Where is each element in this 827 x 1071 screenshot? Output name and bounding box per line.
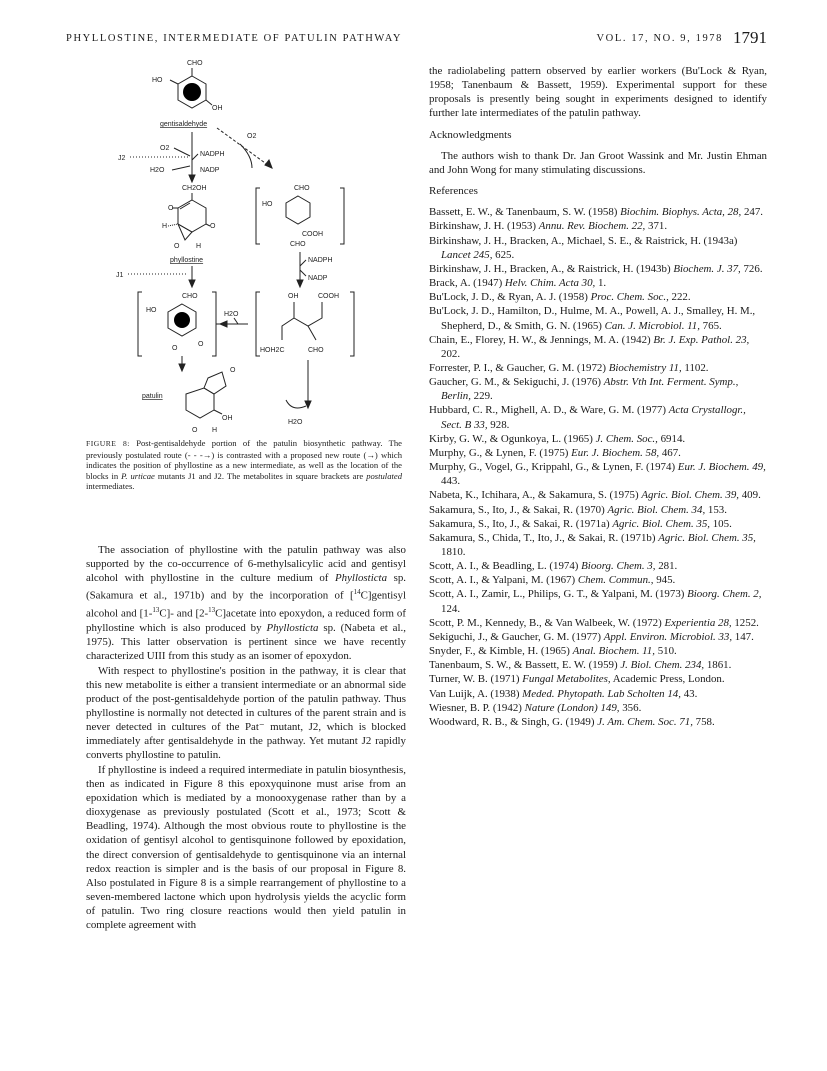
reference-entry: Chain, E., Florey, H. W., & Jennings, M. A. (1942) Br. J. Exp. Pathol. 23, 202. bbox=[429, 333, 750, 360]
reference-entry: Hubbard, C. R., Mighell, A. D., & Ware, G. M. (1977) Acta Crystallogr., Sect. B 33, 928. bbox=[429, 404, 746, 431]
label-gentisaldehyde: gentisaldehyde bbox=[160, 121, 208, 128]
label-o-ring: O bbox=[210, 223, 216, 230]
label-cho-b2: CHO bbox=[182, 293, 198, 300]
label-cho-b3: CHO bbox=[308, 347, 324, 354]
right-column bbox=[429, 64, 767, 729]
label-o-patulin-b: O bbox=[192, 427, 198, 434]
label-o-b2a: O bbox=[172, 345, 178, 352]
reference-entry: Turner, W. B. (1971) Fungal Metabolites, Academic Press, London. bbox=[429, 673, 725, 686]
acknowledgments-heading: Acknowledgments bbox=[429, 128, 512, 141]
running-header bbox=[66, 28, 767, 51]
reference-entry: Tanenbaum, S. W., & Bassett, E. W. (1959) J. Biol. Chem. 234, 1861. bbox=[429, 659, 732, 672]
reference-entry: Murphy, G., & Lynen, F. (1975) Eur. J. Biochem. 58, 467. bbox=[429, 446, 681, 459]
page-number: 1791 bbox=[733, 28, 767, 47]
reference-entry: Scott, P. M., Kennedy, B., & Van Walbeek, W. (1972) Experientia 28, 1252. bbox=[429, 616, 759, 629]
label-cho: CHO bbox=[187, 60, 203, 67]
label-cho-b1-bottom: CHO bbox=[290, 241, 306, 248]
label-oh-b3: OH bbox=[288, 293, 299, 300]
caption-organism: P. urticae bbox=[121, 470, 155, 481]
running-title: PHYLLOSTINE, INTERMEDIATE OF PATULIN PATHWAY bbox=[66, 33, 403, 44]
label-o-patulin: O bbox=[230, 367, 236, 374]
reference-entry: Sakamura, S., Ito, J., & Sakai, R. (1970) Agric. Biol. Chem. 34, 153. bbox=[429, 503, 727, 516]
caption-postulated: postulated bbox=[366, 470, 402, 481]
reference-entry: Sakamura, S., Chida, T., Ito, J., & Sakai, R. (1971b) Agric. Biol. Chem. 35, 1810. bbox=[429, 531, 756, 558]
reference-entry: Snyder, F., & Kimble, H. (1965) Anal. Biochem. 11, 510. bbox=[429, 645, 677, 658]
reference-entry: Woodward, R. B., & Singh, G. (1949) J. Am. Chem. Soc. 71, 758. bbox=[429, 715, 715, 728]
label-ch2oh: CH2OH bbox=[182, 185, 207, 192]
label-j1: J1 bbox=[116, 272, 124, 279]
reference-entry: Sakamura, S., Ito, J., & Sakai, R. (1971a) Agric. Biol. Chem. 35, 105. bbox=[429, 517, 732, 530]
paragraph-1: The association of phyllostine with the patulin pathway was also supported by the co-occurrence of 6-methylsalicylic acid and gentisyl alcohol with phyllostine in the culture medium of Phyllosticta sp. (Sakamura et al., 1971b) and by the incorporation of [$^{14}$C]gentisyl alcohol and [1-$^{13}$C]- and [2-$^{13}$C]acetate into epoxydon, a reduced form of phyllostine which is also produced by Phyllosticta sp. (Nabeta et al., 1975). This latter observation is pertinent since we have recently characterized UIII from this study as an isomer of epoxydon. bbox=[86, 544, 406, 663]
label-o-phyll-bottom: O bbox=[174, 243, 180, 250]
reaction-scheme-diagram bbox=[112, 56, 382, 436]
label-nadp-2: NADP bbox=[308, 275, 328, 282]
label-phyllostine: phyllostine bbox=[170, 257, 204, 264]
label-h-phyll-bottom: H bbox=[196, 243, 202, 250]
label-ho-b2: HO bbox=[146, 307, 157, 314]
label-h2o-1: H2O bbox=[150, 167, 165, 174]
caption-text: Post-gentisaldehyde portion of the patulin biosynthetic pathway. The previously postulated route (- - -→) is contrasted with a proposed new route (→) which indicates the position of phyllostine as a new intermediate, as well as the location of the blocks in bbox=[86, 438, 402, 481]
reference-entry: Birkinshaw, J. H., Bracken, A., Michael, S. E., & Raistrick, H. (1943a) Lancet 245, 625. bbox=[429, 234, 738, 261]
label-h-left: H bbox=[162, 223, 168, 230]
label-o2-left: O2 bbox=[160, 145, 170, 152]
caption-label: FIGURE 8: bbox=[86, 439, 130, 448]
reference-entry: Wiesner, B. P. (1942) Nature (London) 149, 356. bbox=[429, 701, 642, 714]
label-h2o-3: H2O bbox=[288, 419, 303, 426]
reference-entry: Bu'Lock, J. D., Hamilton, D., Hulme, M. A., Powell, A. J., Smalley, H. M., Shepherd, D., & Smith, G. N. (1965) Can. J. Microbiol. 11, 765. bbox=[429, 305, 756, 332]
label-o2-right: O2 bbox=[247, 133, 257, 140]
figure-caption bbox=[86, 438, 402, 492]
label-o-b2b: O bbox=[198, 341, 204, 348]
label-h-patulin: H bbox=[212, 427, 218, 434]
reference-entry: Scott, A. I., Zamir, L., Philips, G. T., & Yalpani, M. (1973) Bioorg. Chem. 2, 124. bbox=[429, 588, 762, 615]
paragraph-3: If phyllostine is indeed a required intermediate in patulin biosynthesis, then as indicated in Figure 8 this epoxyquinone must arise from an epoxidation which is mediated by a monooxygenase rather than by a dioxygenase as previously postulated (Scott et al., 1973; Scott & Beadling, 1974). Although the most obvious route to phyllostine is the oxidation of gentisyl alcohol to gentisquinone followed by epoxidation, the direct conversion of gentisaldehyde to gentisquinone via an internal redox reaction is simpler and is the basis of our proposal in Figure 8. Also postulated in Figure 8 is a simple rearrangement of phyllostine to a seven-membered lactone which upon hydrolysis yields the acyclic form of patulin. Two ring closure reactions would then yield patulin in complete agreement with bbox=[86, 763, 406, 932]
label-j2: J2 bbox=[118, 155, 126, 162]
reference-entry: Brack, A. (1947) Helv. Chim. Acta 30, 1. bbox=[429, 277, 607, 290]
reference-entry: Forrester, P. I., & Gaucher, G. M. (1972) Biochemistry 11, 1102. bbox=[429, 361, 709, 374]
label-oh-patulin: OH bbox=[222, 415, 233, 422]
reference-entry: Murphy, G., Vogel, G., Krippahl, G., & Lynen, F. (1974) Eur. J. Biochem. 49, 443. bbox=[429, 461, 766, 488]
paragraph-continued: the radiolabeling pattern observed by earlier workers (Bu'Lock & Ryan, 1958; Tanenbaum & Bassett, 1959). Experimental support for these proposals is presently being sought in experiments designed to identify further late intermediates of the patulin pathway. bbox=[429, 65, 767, 120]
reference-entry: Bu'Lock, J. D., & Ryan, A. J. (1958) Proc. Chem. Soc., 222. bbox=[429, 291, 691, 304]
reference-entry: Bassett, E. W., & Tanenbaum, S. W. (1958) Biochim. Biophys. Acta, 28, 247. bbox=[429, 206, 764, 219]
caption-text-3: intermediates. bbox=[86, 481, 135, 492]
reference-entry: Kirby, G. W., & Ogunkoya, L. (1965) J. Chem. Soc., 6914. bbox=[429, 432, 686, 445]
label-cho-b1: CHO bbox=[294, 185, 310, 192]
label-nadph-1: NADPH bbox=[200, 151, 225, 158]
reference-list bbox=[429, 205, 767, 729]
label-patulin: patulin bbox=[142, 393, 163, 400]
paragraph-2: With respect to phyllostine's position in the pathway, it is clear that this new metabolite is either a transient intermediate or an abnormal side product of the post-gentisaldehyde portion of the patulin pathway. Thus phyllostine is normally not detected in cultures of the parent strain and is never detected in cultures of the Pat⁻ mutant, J2, which is blocked immediately after gentisaldehyde in the pathway. Yet mutant J2 rapidly converts phyllostine to patulin. bbox=[86, 664, 406, 762]
figure-8-scheme bbox=[112, 56, 382, 436]
label-o-left: O bbox=[168, 205, 174, 212]
reference-entry: Gaucher, G. M., & Sekiguchi, J. (1976) Abstr. Vth Int. Ferment. Symp., Berlin, 229. bbox=[429, 376, 739, 403]
reference-entry: Van Luijk, A. (1938) Meded. Phytopath. Lab Scholten 14, 43. bbox=[429, 687, 698, 700]
label-hoh2c: HOH2C bbox=[260, 347, 285, 354]
acknowledgments-text: The authors wish to thank Dr. Jan Groot Wassink and Mr. Justin Ehman and John Wong for many stimulating discussions. bbox=[429, 149, 767, 176]
reference-entry: Birkinshaw, J. H., Bracken, A., & Raistrick, H. (1943b) Biochem. J. 37, 726. bbox=[429, 262, 763, 275]
caption-text-2: mutants J1 and J2. The metabolites in square brackets are bbox=[154, 470, 367, 481]
reference-entry: Birkinshaw, J. H. (1953) Annu. Rev. Biochem. 22, 371. bbox=[429, 220, 668, 233]
label-h2o-2: H2O bbox=[224, 311, 239, 318]
label-nadph-2: NADPH bbox=[308, 257, 333, 264]
reference-entry: Sekiguchi, J., & Gaucher, G. M. (1977) Appl. Environ. Microbiol. 33, 147. bbox=[429, 630, 754, 643]
left-column-body bbox=[86, 543, 406, 932]
label-cooh-b3: COOH bbox=[318, 293, 339, 300]
reference-entry: Nabeta, K., Ichihara, A., & Sakamura, S. (1975) Agric. Biol. Chem. 39, 409. bbox=[429, 489, 761, 502]
label-cooh-b1: COOH bbox=[302, 231, 323, 238]
references-heading: References bbox=[429, 185, 478, 198]
label-ho-b1: HO bbox=[262, 201, 273, 208]
label-oh: OH bbox=[212, 105, 223, 112]
reference-entry: Scott, A. I., & Beadling, L. (1974) Bioorg. Chem. 3, 281. bbox=[429, 560, 678, 573]
label-ho: HO bbox=[152, 77, 163, 84]
volume-info: VOL. 17, NO. 9, 1978 bbox=[596, 33, 723, 44]
reference-entry: Scott, A. I., & Yalpani, M. (1967) Chem. Commun., 945. bbox=[429, 574, 676, 587]
label-nadp-1: NADP bbox=[200, 167, 220, 174]
